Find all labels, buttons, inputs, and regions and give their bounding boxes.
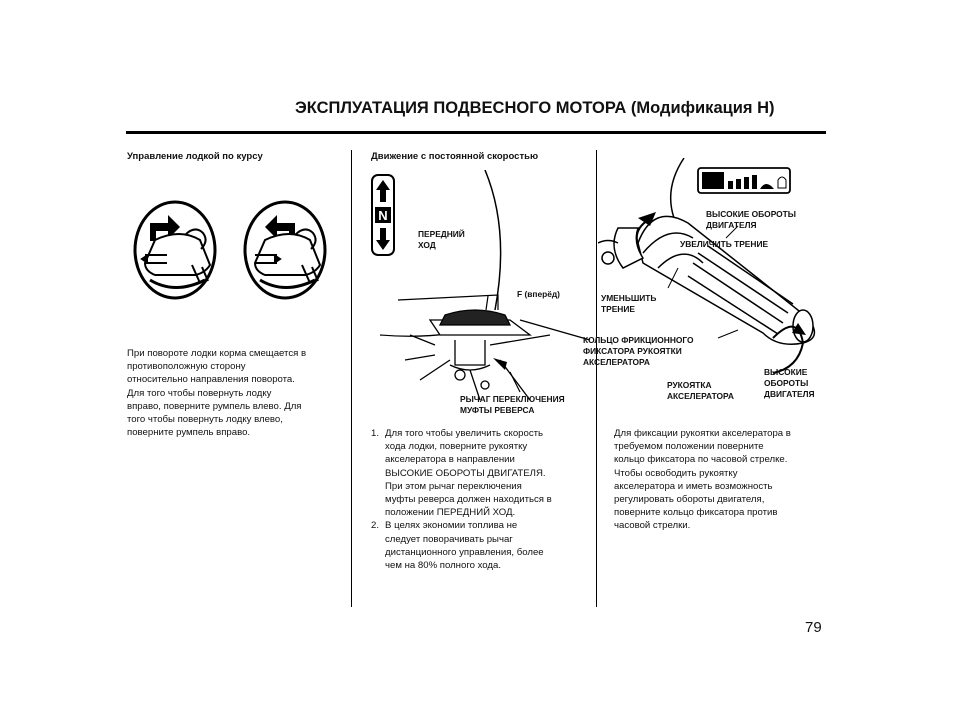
steering-line: относительно направления поворота. (127, 374, 295, 386)
column-divider-right (596, 150, 597, 607)
steering-line: вправо, поверните румпель влево. Для (127, 400, 302, 412)
steering-heading: Управление лодкой по курсу (127, 151, 263, 162)
label-friction-ring: КОЛЬЦО ФРИКЦИОННОГО ФИКСАТОРА РУКОЯТКИ АКСЕЛЕРАТОРА (583, 335, 694, 367)
step-item: 1. Для того чтобы увеличить скорость хода лодки, поверните рукоятку акселератора в направлении ВЫСОКИЕ ОБОРОТЫ ДВИГАТЕЛЯ. При этом рычаг переключения муфты реверса должен находиться в положении ПЕРЕДНИЙ ХОД. (371, 428, 552, 519)
steering-text (127, 347, 342, 439)
reverse-lever-illustration (370, 170, 595, 420)
steering-line: того чтобы повернуть лодку влево, (127, 414, 283, 426)
label-f-forward: F (вперёд) (517, 289, 560, 299)
steering-line: Для того чтобы повернуть лодку (127, 387, 272, 399)
gear-indicator-n: N (378, 208, 388, 223)
label-high-rpm-top: ВЫСОКИЕ ОБОРОТЫ ДВИГАТЕЛЯ (706, 209, 796, 230)
label-decrease-friction: УМЕНЬШИТЬ ТРЕНИЕ (601, 293, 657, 314)
label-reverse-lever: РЫЧАГ ПЕРЕКЛЮЧЕНИЯ МУФТЫ РЕВЕРСА (460, 394, 565, 415)
steering-line: При повороте лодки корма смещается в (127, 348, 307, 359)
title-rule (126, 131, 826, 134)
label-increase-friction: УВЕЛИЧИТЬ ТРЕНИЕ (680, 239, 769, 249)
constant-speed-heading: Движение с постоянной скоростью (371, 151, 539, 162)
step-item: 2. В целях экономии топлива не следует поворачивать рычаг дистанционного управления, более чем на 80% полного хода. (371, 520, 544, 572)
rpm-indicator-icon (698, 168, 790, 193)
column-divider-left (351, 150, 352, 607)
constant-speed-steps (371, 427, 593, 572)
page-number: 79 (805, 619, 822, 636)
label-throttle-grip: РУКОЯТКА АКСЕЛЕРАТОРА (667, 380, 734, 401)
steering-figure-left-turn (245, 202, 325, 298)
steering-line: поверните румпель вправо. (127, 427, 251, 439)
label-high-rpm-bottom: ВЫСОКИЕ ОБОРОТЫ ДВИГАТЕЛЯ (764, 367, 815, 399)
page-title: ЭКСПЛУАТАЦИЯ ПОДВЕСНОГО МОТОРА (Модификация H) (295, 99, 775, 117)
steering-illustration (130, 195, 335, 310)
steering-line: противоположную сторону (127, 361, 246, 373)
label-forward: ПЕРЕДНИЙ ХОД (418, 229, 465, 250)
steering-figure-right-turn (135, 202, 215, 298)
friction-ring-text: Для фиксации рукоятки акселератора в требуемом положении поверните кольцо фиксатора по часовой стрелке. Чтобы освободить рукоятку акселератора и иметь возможность регулировать обороты двигателя, поверните кольцо фиксатора против часовой стрелки. (614, 428, 791, 532)
